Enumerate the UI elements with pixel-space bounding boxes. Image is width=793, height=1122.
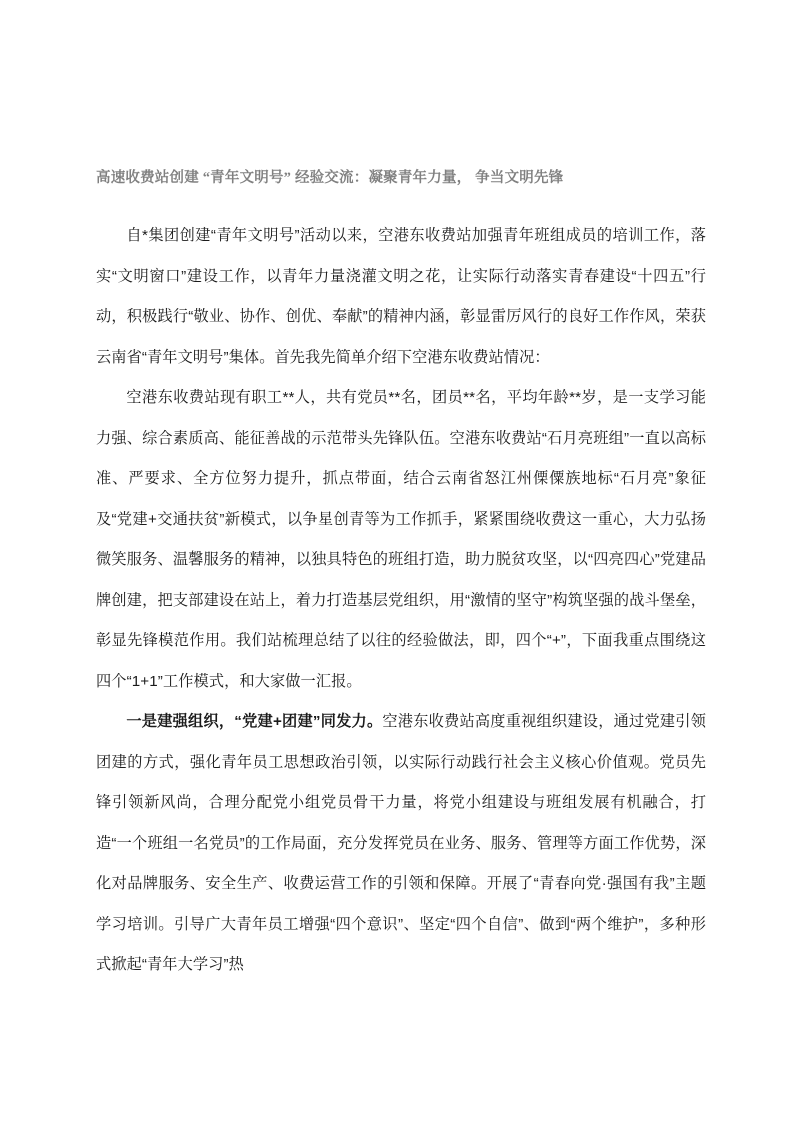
paragraph-station-overview: 空港东收费站现有职工**人，共有党员**名，团员**名，平均年龄**岁，是一支学习能力强、综合素质高、能征善战的示范带头先锋队伍。空港东收费站“石月亮班组”一直以高标准、严要求、全方位努力提升，抓点带面，结合云南省怒江州傈僳族地标“石月亮”象征及“党建+交通扶贫”新模式，以争星创青等为工作抓手，紧紧围绕收费这一重心，大力弘扬微笑服务、温馨服务的精神，以独具特色的班组打造，助力脱贫攻坚，以“四亮四心”党建品牌创建，把支部建设在站上，着力打造基层党组织，用“激情的坚守”构筑坚强的战斗堡垒，彰显先锋模范作用。我们站梳理总结了以往的经验做法，即，四个“+”，下面我重点围绕这四个“1+1”工作模式，和大家做一汇报。 [96,389,706,690]
paragraph-intro: 自*集团创建“青年文明号”活动以来，空港东收费站加强青年班组成员的培训工作，落实“文明窗口”建设工作，以青年力量浇灌文明之花，让实际行动落实青春建设“十四五”行动，积极践行“敬业、协作、创优、奉献”的精神内涵，彰显雷厉风行的良好工作作风，荣获云南省“青年文明号”集体。首先我先简单介绍下空港东收费站情况： [96,227,706,366]
paragraph-point-one-lead: 一是建强组织，“党建+团建”同发力。 [126,713,383,730]
page-title: 高速收费站创建 “青年文明号” 经验交流：凝聚青年力量， 争当文明先锋 [96,170,564,186]
document-content [96,0,706,986]
paragraph-point-one [96,702,706,986]
paragraph-point-one-body: 空港东收费站高度重视组织建设，通过党建引领团建的方式，强化青年员工思想政治引领，以实际行动践行社会主义核心价值观。党员先锋引领新风尚，合理分配党小组党员骨干力量，将党小组建设与班组发展有机融合，打造“一个班组一名党员”的工作局面，充分发挥党员在业务、服务、管理等方面工作优势，深化对品牌服务、安全生产、收费运营工作的引领和保障。开展了“青春向党·强国有我”主题学习培训。引导广大青年员工增强“四个意识”、坚定“四个自信”、做到“两个维护”，多种形式掀起“青年大学习”热 [96,713,707,973]
